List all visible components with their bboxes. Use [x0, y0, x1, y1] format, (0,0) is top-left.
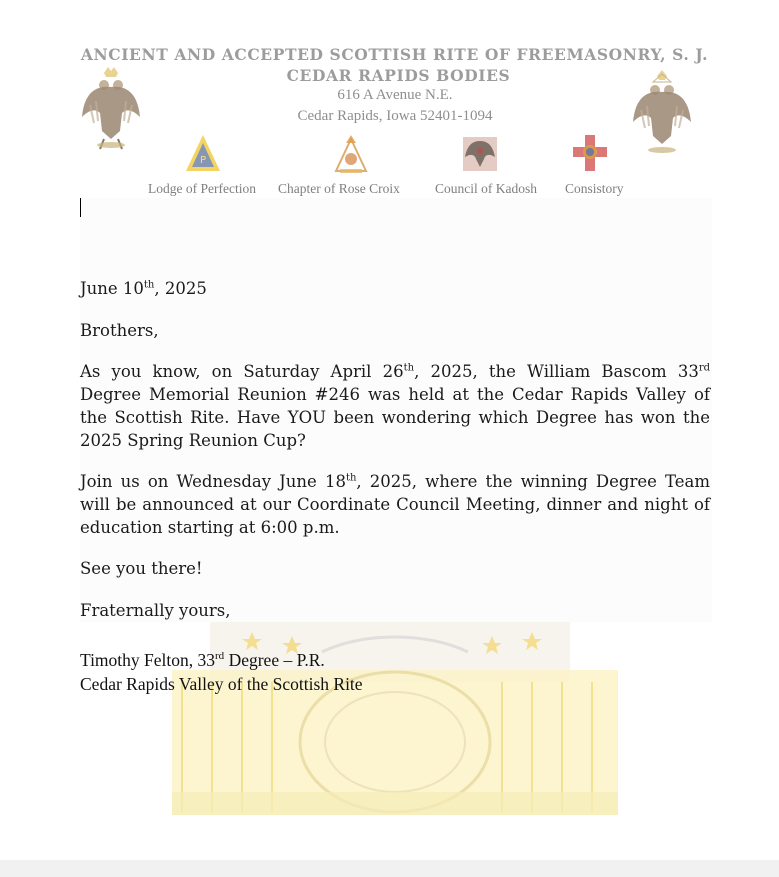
- body-label-lodge: Lodge of Perfection: [148, 181, 256, 196]
- double-headed-eagle-icon: [80, 65, 142, 151]
- svg-text:P: P: [199, 155, 207, 166]
- letter-date: June 10th, 2025: [80, 279, 207, 298]
- window-bottom-strip: [0, 860, 779, 877]
- letterhead-subtitle: CEDAR RAPIDS BODIES: [286, 66, 511, 85]
- letter-paragraph-1: As you know, on Saturday April 26th, 2025, the William Bascom 33rd Degree Memorial Reunion #246 was held at the Cedar Rapids Valley of the Scottish Rite. Have YOU been wondering which Degree has won the 2025 Spring Reunion Cup?: [80, 362, 711, 450]
- letter-salutation: Brothers,: [80, 321, 159, 340]
- double-headed-eagle-icon: [631, 70, 693, 156]
- signature-name: Timothy Felton, 33rd Degree – P.R.: [80, 650, 325, 670]
- cross-emblem-icon: [571, 133, 609, 173]
- letterhead-city: Cedar Rapids, Iowa 52401-1094: [297, 108, 493, 124]
- text-cursor: [80, 198, 81, 217]
- letter-closing-line: See you there!: [80, 559, 203, 578]
- rose-croix-emblem-icon: [334, 133, 368, 175]
- triangle-emblem-icon: [184, 133, 222, 173]
- signature-title: Cedar Rapids Valley of the Scottish Rite: [80, 674, 363, 694]
- body-label-council: Council of Kadosh: [435, 181, 537, 196]
- letter-paragraph-2: Join us on Wednesday June 18th, 2025, where the winning Degree Team will be announced at our Coordinate Council Meeting, dinner and night of education starting at 6:00 p.m.: [80, 472, 710, 537]
- letterhead-street: 616 A Avenue N.E.: [337, 87, 453, 103]
- double-eagle-emblem-icon: [461, 135, 499, 173]
- body-label-consistory: Consistory: [565, 181, 624, 196]
- letter-complimentary-close: Fraternally yours,: [80, 601, 231, 620]
- body-label-chapter: Chapter of Rose Croix: [278, 181, 400, 196]
- letterhead-title: ANCIENT AND ACCEPTED SCOTTISH RITE OF FREEMASONRY, S. J.: [80, 45, 709, 64]
